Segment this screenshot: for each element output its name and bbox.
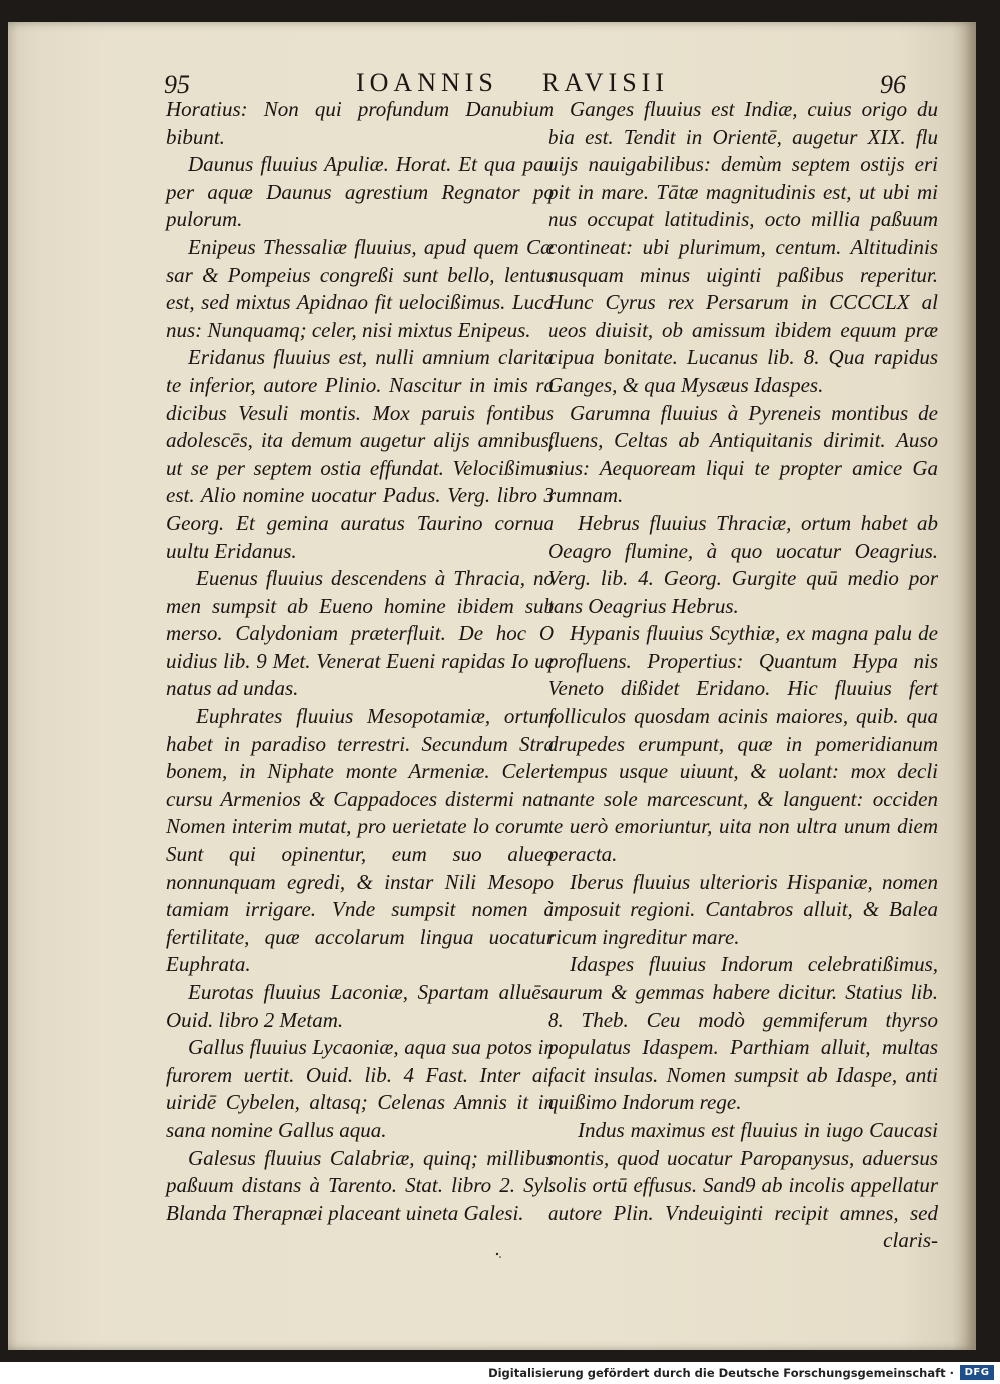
paragraph: Enipeus Thessaliæ fluuius, apud quem Cæ sar & Pompeius congreßi sunt bello, lentus est, sed mixtus Apidnao fit uelocißimus. Luca nus: Nunquamq; celer, nisi mixtus Enipeus. xyxy=(166,234,554,342)
funding-footer xyxy=(0,1362,1000,1384)
paragraph: Indus maximus est fluuius in iugo Caucasi montis, quod uocatur Paropanysus, aduersus solis ortū effusus. Sand9 ab incolis appellatur autore Plin. Vndeuiginti recipit amnes, sed claris- xyxy=(548,1117,938,1253)
paragraph: Euenus fluuius descendens à Thracia, no men sumpsit ab Eueno homine ibidem sub merso. Calydoniam præterfluit. De hoc O uidius lib. 9 Met. Venerat Eueni rapidas Io ue natus ad undas. xyxy=(166,566,554,701)
funding-credit-text: Digitalisierung gefördert durch die Deutsche Forschungsgemeinschaft · xyxy=(488,1366,954,1380)
dfg-logo-icon: DFG xyxy=(960,1365,994,1380)
ink-speck-mark xyxy=(494,1250,504,1260)
page-edge-shadow xyxy=(952,22,976,1350)
paragraph: Hypanis fluuius Scythiæ, ex magna palu de profluens. Propertius: Quantum Hypa nis Veneto dißidet Eridano. Hic fluuius fert folliculos quosdam acinis maiores, quib. qua drupedes erumpunt, quæ in pomeridianum tempus usque uiuunt, & uolant: mox decli nante sole marcescunt, & languent: occiden te uerò emoriuntur, uita non ultra unum diem peracta. xyxy=(548,621,938,867)
paragraph: Ganges fluuius est Indiæ, cuius origo du bia est. Tendit in Orientē, augetur XIX. flu uijs nauigabilibus: demùm septem ostijs eri pit in mare. Tātæ magnitudinis est, ut ubi mi nus occupat latitudinis, octo millia paßuum contineat: ubi plurimum, centum. Altitudinis nusquam minus uiginti paßibus reperitur. Hunc Cyrus rex Persarum in CCCCLX al ueos diuisit, ob amissum ibidem equum præ cipua bonitate. Lucanus lib. 8. Qua rapidus Ganges, & qua Mysæus Idaspes. xyxy=(548,97,938,397)
paragraph: Horatius: Non qui profundum Danubium bibunt. xyxy=(166,97,554,149)
paragraph: Hebrus fluuius Thraciæ, ortum habet ab Oeagro flumine, à quo uocatur Oeagrius. Verg. lib. 4. Georg. Gurgite quū medio por tans Oeagrius Hebrus. xyxy=(548,510,938,618)
page-number-left: 95 xyxy=(164,70,190,99)
header-author-first: IOANNIS xyxy=(356,68,498,97)
paragraph: Garumna fluuius à Pyreneis montibus de fluens, Celtas ab Antiquitanis dirimit. Auso nius: Aequoream liqui te propter amice Ga rumnam. xyxy=(548,400,938,508)
paragraph: Idaspes fluuius Indorum celebratißimus, aurum & gemmas habere dicitur. Statius lib. 8. Theb. Ceu modò gemmiferum thyrso populatus Idaspem. Parthiam alluit, multas facit insulas. Nomen sumpsit ab Idaspe, anti quißimo Indorum rege. xyxy=(548,952,938,1115)
book-page xyxy=(8,22,976,1350)
paragraph: Galesus fluuius Calabriæ, quinq; millibus paßuum distans à Tarento. Stat. libro 2. Syl. Blanda Therapnæi placeant uineta Galesi. xyxy=(166,1145,554,1225)
paragraph: Daunus fluuius Apuliæ. Horat. Et qua pau per aquæ Daunus agrestium Regnator po pulorum. xyxy=(166,152,554,232)
paragraph: Eridanus fluuius est, nulli amnium clarita te inferior, autore Plinio. Nascitur in imis ra dicibus Vesuli montis. Mox paruis fontibus adolescēs, ita demum augetur alijs amnibus, ut se per septem ostia effundat. Velocißimus est. Alio nomine uocatur Padus. Verg. libro 3 Georg. Et gemina auratus Taurino cornua uultu Eridanus. xyxy=(166,345,554,563)
paragraph: Gallus fluuius Lycaoniæ, aqua sua potos in furorem uertit. Ouid. lib. 4 Fast. Inter ait uiridē Cybelen, altasq; Celenas Amnis it in sana nomine Gallus aqua. xyxy=(166,1035,554,1142)
header-author-last: RAVISII xyxy=(542,68,669,97)
paragraph: Eurotas fluuius Laconiæ, Spartam alluēs. Ouid. libro 2 Metam. xyxy=(166,980,554,1032)
page-number-right: 96 xyxy=(880,70,906,99)
paragraph: Euphrates fluuius Mesopotamiæ, ortum habet in paradiso terrestri. Secundum Stra bonem, in Niphate monte Armeniæ. Celeri cursu Armenios & Cappadoces distermi nat. Nomen interim mutat, pro uerietate lo corum. Sunt qui opinentur, eum suo alueo nonnunquam egredi, & instar Nili Mesopo tamiam irrigare. Vnde sumpsit nomen à fertilitate, quæ accolarum lingua uocatur Euphrata. xyxy=(166,704,554,977)
left-text-column xyxy=(166,96,554,1227)
paragraph: Iberus fluuius ulterioris Hispaniæ, nomen imposuit regioni. Cantabros alluit, & Balea ricum ingreditur mare. xyxy=(548,869,938,949)
right-text-column xyxy=(548,96,938,1255)
